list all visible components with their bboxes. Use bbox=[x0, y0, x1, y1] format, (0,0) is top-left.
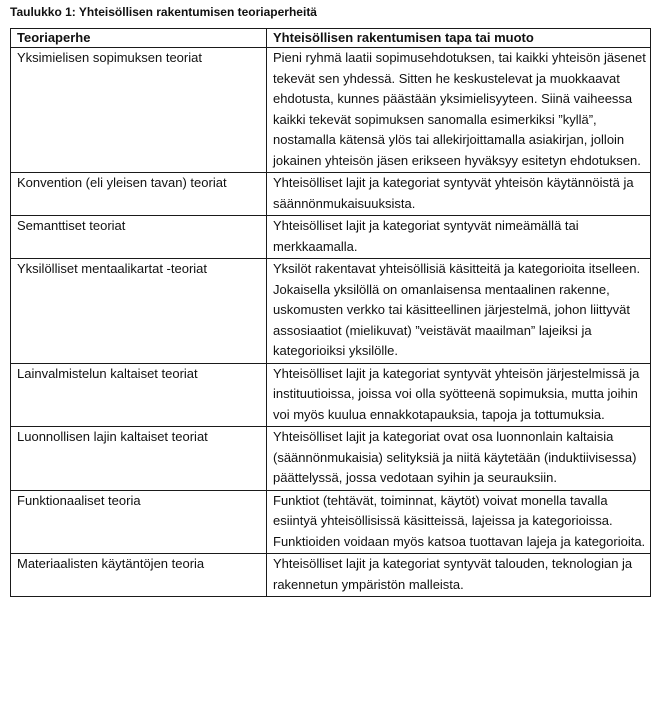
theory-family-cell: Luonnollisen lajin kaltaiset teoriat bbox=[11, 427, 267, 491]
theory-family-cell: Funktionaaliset teoria bbox=[11, 490, 267, 554]
theory-family-cell: Yksilölliset mentaalikartat -teoriat bbox=[11, 259, 267, 364]
table-row bbox=[11, 173, 651, 216]
table-row bbox=[11, 216, 651, 259]
construction-mode-cell: Yksilöt rakentavat yhteisöllisiä käsitteitä ja kategorioita itselleen. Jokaisella yksilöllä on omanlaisensa mentaalinen rakenne, uskomusten verkko tai käsitteellinen järjestelmä, johon liittyvät assosiaatiot (mielikuvat) ”veistävät maailman” lajeiksi ja kategorioiksi yksilölle. bbox=[267, 259, 651, 364]
construction-mode-cell: Yhteisölliset lajit ja kategoriat syntyvät talouden, teknologian ja rakennetun ympäristön malleista. bbox=[267, 554, 651, 597]
table-row bbox=[11, 48, 651, 173]
table-header-row bbox=[11, 29, 651, 48]
construction-mode-cell: Pieni ryhmä laatii sopimusehdotuksen, tai kaikki yhteisön jäsenet tekevät sen yhdessä. Sitten he keskustelevat ja muokkaavat ehdotusta, kunnes päästään yksimielisyyteen. Siinä vaiheessa kaikki tekevät sopimuksen sanomalla esimerkiksi ”kyllä”, nostamalla kätensä ylös tai allekirjoittamalla asiakirjan, jolloin jokainen yhteisön jäsen erikseen hyväksyy esitetyn ehdotuksen. bbox=[267, 48, 651, 173]
table-row bbox=[11, 427, 651, 491]
table-row bbox=[11, 490, 651, 554]
theory-family-cell: Semanttiset teoriat bbox=[11, 216, 267, 259]
construction-mode-cell: Yhteisölliset lajit ja kategoriat syntyvät yhteisön käytännöistä ja säännönmukaisuuksista. bbox=[267, 173, 651, 216]
construction-mode-cell: Yhteisölliset lajit ja kategoriat syntyvät yhteisön järjestelmissä ja instituutioissa, joissa voi olla syötteenä sopimuksia, mutta joihin voi myös kuulua ennakkotapauksia, tapoja ja tottumuksia. bbox=[267, 363, 651, 427]
theory-family-cell: Lainvalmistelun kaltaiset teoriat bbox=[11, 363, 267, 427]
table-row bbox=[11, 363, 651, 427]
table-row bbox=[11, 259, 651, 364]
theory-family-cell: Konvention (eli yleisen tavan) teoriat bbox=[11, 173, 267, 216]
header-theory-family: Teoriaperhe bbox=[11, 29, 267, 48]
header-construction-mode: Yhteisöllisen rakentumisen tapa tai muoto bbox=[267, 29, 651, 48]
construction-mode-cell: Yhteisölliset lajit ja kategoriat syntyvät nimeämällä tai merkkaamalla. bbox=[267, 216, 651, 259]
table-caption: Taulukko 1: Yhteisöllisen rakentumisen teoriaperheitä bbox=[10, 5, 317, 19]
construction-mode-cell: Yhteisölliset lajit ja kategoriat ovat osa luonnonlain kaltaisia (säännönmukaisia) selityksiä ja niitä käytetään (induktiivisessa) päättelyssä, jossa vedotaan syihin ja seurauksiin. bbox=[267, 427, 651, 491]
construction-mode-cell: Funktiot (tehtävät, toiminnat, käytöt) voivat monella tavalla esiintyä yhteisöllisissä käsitteissä, lajeissa ja kategorioissa. Funktioiden voidaan myös katsoa tuottavan lajeja ja kategorioita. bbox=[267, 490, 651, 554]
table-row bbox=[11, 554, 651, 597]
theory-families-table bbox=[10, 28, 651, 597]
theory-family-cell: Materiaalisten käytäntöjen teoria bbox=[11, 554, 267, 597]
theory-family-cell: Yksimielisen sopimuksen teoriat bbox=[11, 48, 267, 173]
